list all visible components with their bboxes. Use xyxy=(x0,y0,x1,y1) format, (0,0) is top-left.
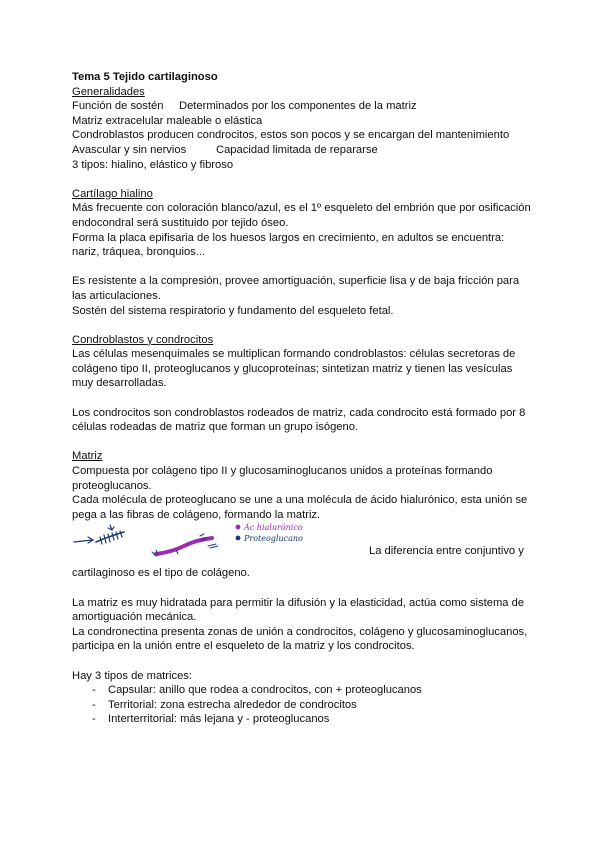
paragraph-line: las articulaciones. xyxy=(72,289,161,302)
generalidades-row-1-right: Determinados por los componentes de la matriz xyxy=(179,100,417,113)
paragraph-line: muy desarrolladas. xyxy=(72,377,167,390)
paragraph-line: La matriz es muy hidratada para permitir la difusión y la elasticidad, actúa como sistema de xyxy=(72,596,525,609)
paragraph-line: participa en la unión entre el esqueleto de la matriz y los condrocitos. xyxy=(72,640,415,653)
matrix-types-intro: Hay 3 tipos de matrices: xyxy=(72,669,193,682)
paragraph-line: Sostén del sistema respiratorio y fundamento del esqueleto fetal. xyxy=(72,304,394,317)
legend-hyaluronic: Ác hialurónico xyxy=(244,523,303,533)
generalidades-line-2: Matriz extracelular maleable o elástica xyxy=(72,114,263,127)
paragraph-line: cartilaginoso es el tipo de colágeno. xyxy=(72,567,250,580)
paragraph-line: Más frecuente con coloración blanco/azul, es el 1º esqueleto del embrión que por osificación xyxy=(72,202,531,215)
paragraph-line: Los condrocitos son condroblastos rodeados de matriz, cada condrocito está formado por 8 xyxy=(72,406,526,419)
paragraph-line: La condronectina presenta zonas de unión a condrocitos, colágeno y glucosaminoglucanos, xyxy=(72,625,528,638)
generalidades-row-1-left: Función de sostén xyxy=(72,100,164,113)
generalidades-row-4-right: Capacidad limitada de repararse xyxy=(216,143,378,156)
section-heading-generalidades: Generalidades xyxy=(72,85,145,98)
list-item: - Interterritorial: más lejana y - proteoglucanos xyxy=(92,712,532,727)
hand-drawn-matrix-sketch xyxy=(72,522,332,566)
drawing-caption-right: La diferencia entre conjuntivo y xyxy=(369,545,524,558)
generalidades-line-5: 3 tipos: hialino, elástico y fibroso xyxy=(72,158,234,171)
matrix-drawing xyxy=(72,522,532,566)
list-item: - Capsular: anillo que rodea a condrocitos, con + proteoglucanos xyxy=(92,683,532,698)
matrix-types-list xyxy=(72,683,532,727)
section-heading-matriz: Matriz xyxy=(72,450,103,463)
section-heading-condroblastos: Condroblastos y condrocitos xyxy=(72,333,214,346)
paragraph-line: amortiguación mecánica. xyxy=(72,611,197,624)
generalidades-row-1 xyxy=(72,99,532,114)
generalidades-line-3: Condroblastos producen condrocitos, estos son pocos y se encargan del mantenimiento xyxy=(72,129,510,142)
paragraph-line: células rodeadas de matriz que forman un grupo isógeno. xyxy=(72,421,359,434)
paragraph-line: Es resistente a la compresión, provee amortiguación, superficie lisa y de baja fricción para xyxy=(72,275,520,288)
generalidades-row-4-left: Avascular y sin nervios xyxy=(72,143,187,156)
paragraph-line: Las células mesenquimales se multiplican formando condroblastos: células secretoras de xyxy=(72,348,516,361)
list-item: - Territorial: zona estrecha alrededor de condrocitos xyxy=(92,698,532,713)
generalidades-row-4 xyxy=(72,143,532,158)
paragraph-line: Forma la placa epifisaria de los huesos largos en crecimiento, en adultos se encuentra: xyxy=(72,231,505,244)
legend-proteoglucano: Proteoglucano xyxy=(244,534,303,544)
paragraph-line: nariz, tráquea, bronquios... xyxy=(72,246,206,259)
page-content xyxy=(72,70,532,727)
paragraph-line: colágeno tipo II, proteoglucanos y glucoproteínas; sintetizan matriz y tienen las vesículas xyxy=(72,362,513,375)
section-heading-hialino: Cartílago hialino xyxy=(72,187,153,200)
paragraph-line: pega a las fibras de colágeno, formando la matriz. xyxy=(72,508,321,521)
paragraph-line: endocondral será sustituido por tejido óseo. xyxy=(72,216,289,229)
page-title: Tema 5 Tejido cartilaginoso xyxy=(72,71,218,83)
paragraph-line: Compuesta por colágeno tipo II y glucosaminoglucanos unidos a proteínas formando xyxy=(72,465,493,478)
paragraph-line: Cada molécula de proteoglucano se une a una molécula de ácido hialurónico, esta unión se xyxy=(72,494,528,507)
paragraph-line: proteoglucanos. xyxy=(72,479,152,492)
